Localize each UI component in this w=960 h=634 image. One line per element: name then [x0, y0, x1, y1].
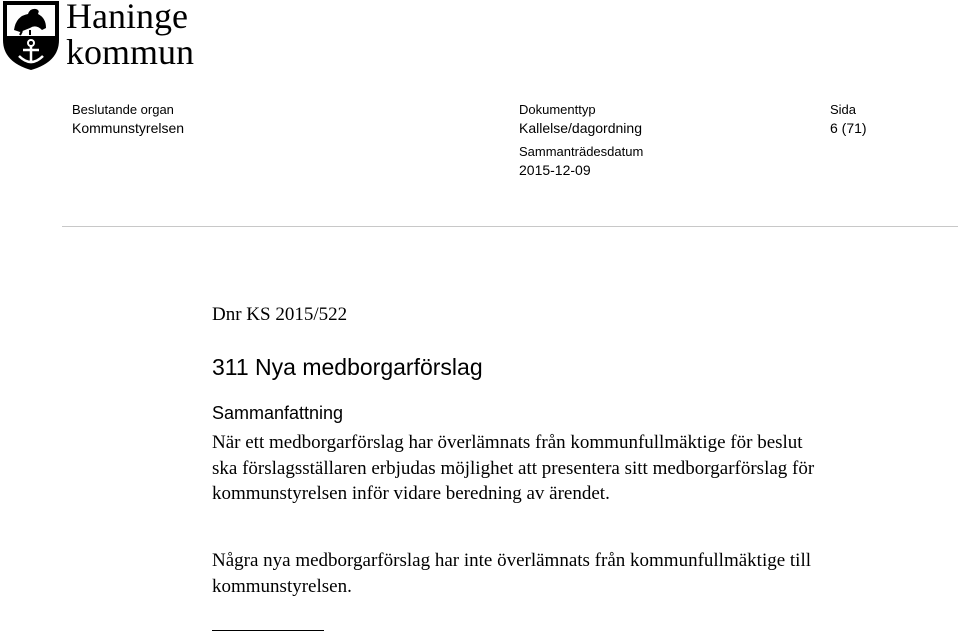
item-title: 311 Nya medborgarförslag [212, 354, 483, 380]
meta-label: Dokumenttyp [519, 102, 596, 117]
meta-decision-body [72, 101, 184, 137]
summary-paragraph: Några nya medborgarförslag har inte överlämnats från kommunfullmäktige till kommunstyrelsen. [212, 550, 812, 597]
meta-value: 6 (71) [830, 120, 867, 136]
meta-value: 2015-12-09 [519, 162, 591, 178]
haninge-logo [0, 0, 230, 72]
meta-label: Beslutande organ [72, 102, 174, 117]
logo-wordmark [66, 0, 194, 70]
meta-value: Kallelse/dagordning [519, 120, 642, 136]
coat-of-arms-icon [0, 0, 62, 72]
meta-label: Sammanträdesdatum [519, 144, 644, 159]
summary-paragraph: När ett medborgarförslag har överlämnats från kommunfullmäktige för beslut ska förslagsställaren erbjudas möjlighet att presentera sitt medborgarförslag för kommunstyrelsen inför vidare beredning av ärendet. [212, 432, 815, 504]
meta-value: Kommunstyrelsen [72, 120, 185, 136]
meta-label: Sida [830, 102, 857, 117]
signature-line [212, 630, 324, 631]
meta-document-type [519, 101, 642, 137]
meta-meeting-date [519, 143, 643, 179]
logo-line-1: Haninge [66, 0, 188, 36]
header-divider [62, 226, 958, 227]
meta-page [830, 101, 867, 137]
section-heading: Sammanfattning [212, 403, 344, 423]
logo-line-2: kommun [66, 32, 195, 72]
case-number: Dnr KS 2015/522 [212, 304, 348, 325]
